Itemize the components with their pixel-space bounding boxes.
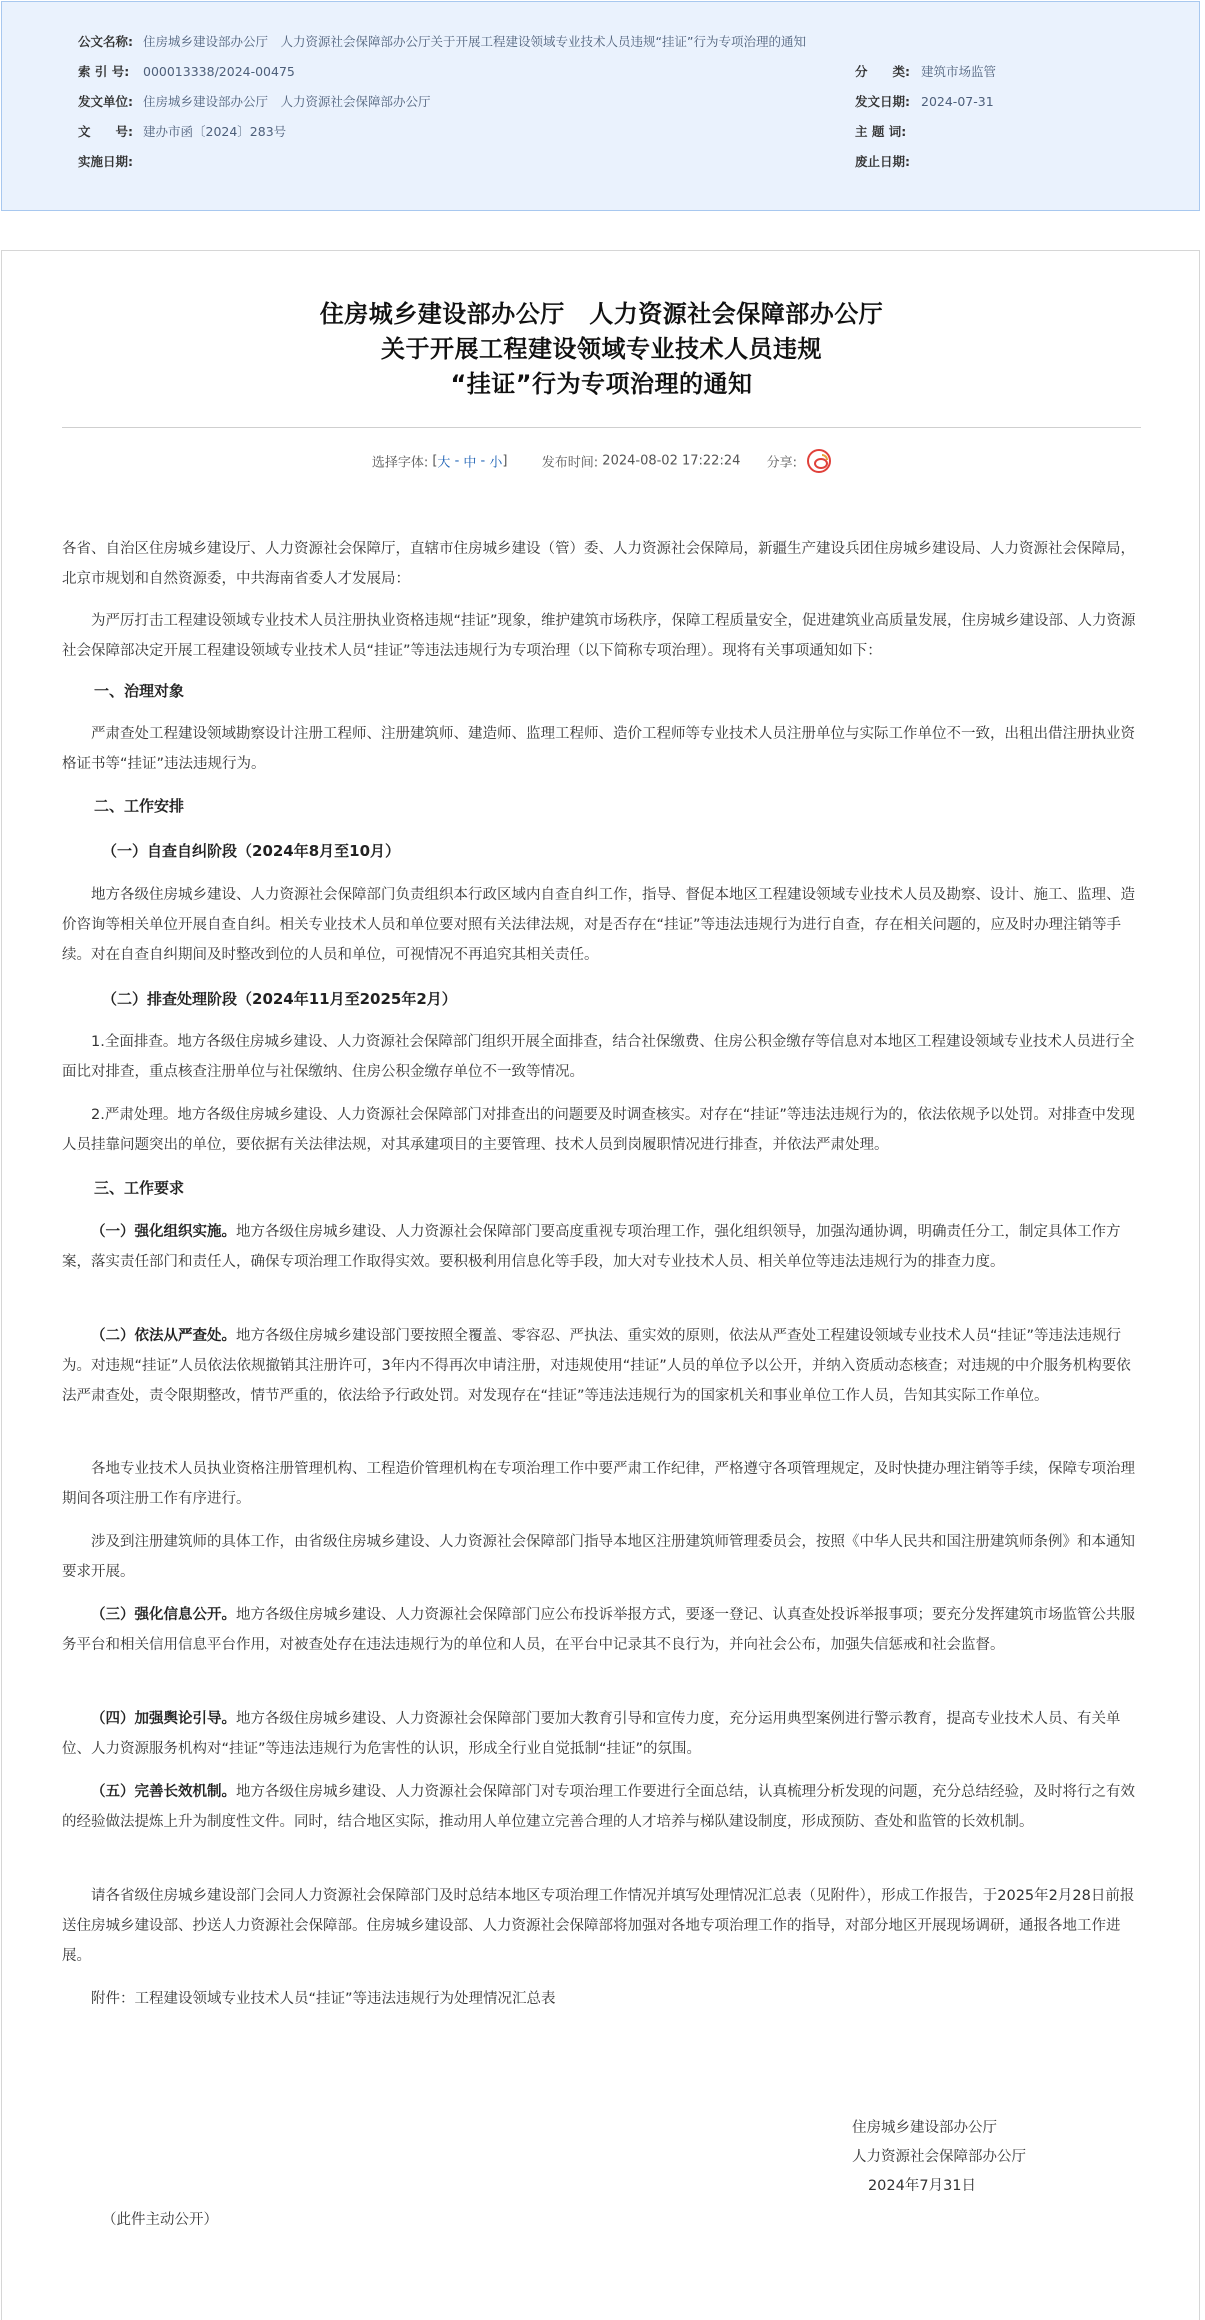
meta-category <box>855 62 996 82</box>
section-3-item-1-lead: （一）强化组织实施。 <box>91 1224 236 1240</box>
signature-issuer-1-text: 住房城乡建设部办公厅 <box>852 2120 997 2136</box>
section-3-item-5 <box>62 1777 1142 1837</box>
section-3-item-4-lead: （四）加强舆论引导。 <box>91 1711 236 1727</box>
document-metadata-panel <box>1 1 1200 211</box>
meta-index-value: 000013338/2024-00475 <box>143 64 295 79</box>
section-1-paragraph: 严肃查处工程建设领域勘察设计注册工程师、注册建筑师、建造师、监理工程师、造价工程师等专业技术人员注册单位与实际工作单位不一致，出租出借注册执业资格证书等“挂证”违法违规行为。 <box>62 726 1135 772</box>
section-3-item-4-text: 地方各级住房城乡建设、人力资源社会保障部门要加大教育引导和宣传力度，充分运用典型案例进行警示教育，提高专业技术人员、有关单位、人力资源服务机构对“挂证”等违法违规行为危害性的认识，形成全行业自觉抵制“挂证”的氛围。 <box>62 1711 1121 1757</box>
title-divider <box>62 427 1141 428</box>
section-3-item-2 <box>62 1321 1142 1411</box>
meta-doc-name-value: 住房城乡建设部办公厅 人力资源社会保障部办公厅关于开展工程建设领域专业技术人员违规“挂证”行为专项治理的通知 <box>143 34 806 49</box>
section-3-item-3-lead: （三）强化信息公开。 <box>91 1607 236 1623</box>
font-size-large-link[interactable]: 大 <box>437 455 451 471</box>
signature-date-text: 2024年7月31日 <box>867 2178 977 2194</box>
meta-effective-date <box>78 152 143 172</box>
section-3-item-4 <box>62 1704 1142 1764</box>
meta-keywords <box>855 122 921 142</box>
meta-doc-name <box>78 32 806 52</box>
public-disclosure-note: （此件主动公开） <box>102 2212 218 2228</box>
meta-abolish-date <box>855 152 921 172</box>
meta-keywords-label: 主 题 词: <box>855 124 907 139</box>
section-3-item-2-text: 地方各级住房城乡建设部门要按照全覆盖、零容忍、严执法、重实效的原则，依法从严查处工程建设领域专业技术人员“挂证”等违法违规行为。对违规“挂证”人员依法依规撤销其注册许可，3年内不得再次申请注册，对违规使用“挂证”人员的单位予以公开，并纳入资质动态核查；对违规的中介服务机构要依法严肃查处，责令限期整改，情节严重的，依法给予行政处罚。对发现存在“挂证”等违法违规行为的国家机关和事业单位工作人员，告知其实际工作单位。 <box>62 1328 1131 1404</box>
signature-issuer-2-text: 人力资源社会保障部办公厅 <box>852 2149 1026 2165</box>
attachment-line: 附件：工程建设领域专业技术人员“挂证”等违法违规行为处理情况汇总表 <box>91 1991 556 2007</box>
meta-abolish-date-label: 废止日期: <box>855 154 910 169</box>
font-size-separator: - <box>476 453 490 469</box>
publish-time-label: 发布时间: <box>541 455 599 471</box>
subsection-heading-2-1: （一）自查自纠阶段（2024年8月至10月） <box>102 842 401 860</box>
article-title-line-1: 住房城乡建设部办公厅 人力资源社会保障部办公厅 <box>319 300 884 328</box>
meta-issue-date-label: 发文日期: <box>855 94 910 109</box>
meta-issuer-value: 住房城乡建设部办公厅 人力资源社会保障部办公厅 <box>143 94 431 109</box>
font-size-small-link[interactable]: 小 <box>489 455 503 471</box>
meta-doc-number-label: 文 号: <box>78 124 133 139</box>
share-label: 分享: <box>766 455 798 471</box>
subsection-2-2-paragraph-b: 2.严肃处理。地方各级住房城乡建设、人力资源社会保障部门对排查出的问题要及时调查核实。对存在“挂证”等违法违规行为的，依法依规予以处罚。对排查中发现人员挂靠问题突出的单位，要依据有关法律法规，对其承建项目的主要管理、技术人员到岗履职情况进行排查，并依法严肃处理。 <box>62 1107 1135 1153</box>
meta-issuer <box>78 92 431 112</box>
closing-paragraph: 请各省级住房城乡建设部门会同人力资源社会保障部门及时总结本地区专项治理工作情况并填写处理情况汇总表（见附件），形成工作报告，于2025年2月28日前报送住房城乡建设部、抄送人力资源社会保障部。住房城乡建设部、人力资源社会保障部将加强对各地专项治理工作的指导，对部分地区开展现场调研，通报各地工作进展。 <box>62 1888 1135 1964</box>
intro-paragraph: 为严厉打击工程建设领域专业技术人员注册执业资格违规“挂证”现象，维护建筑市场秩序，保障工程质量安全，促进建筑业高质量发展，住房城乡建设部、人力资源社会保障部决定开展工程建设领域专业技术人员“挂证”等违法违规行为专项治理（以下简称专项治理）。现将有关事项通知如下： <box>62 613 1136 659</box>
section-3-item-3 <box>62 1600 1142 1660</box>
meta-category-value: 建筑市场监管 <box>921 64 997 79</box>
article-info-bar <box>2 449 1201 473</box>
font-size-label: 选择字体: <box>371 455 429 471</box>
article-body <box>1 250 1200 2320</box>
section-3-item-2-paragraph-b: 各地专业技术人员执业资格注册管理机构、工程造价管理机构在专项治理工作中要严肃工作纪律，严格遵守各项管理规定，及时快捷办理注销等手续，保障专项治理期间各项注册工作有序进行。 <box>62 1461 1135 1507</box>
font-size-close-bracket: ] <box>502 453 508 469</box>
meta-issue-date-value: 2024-07-31 <box>921 94 994 109</box>
article-title-line-2: 关于开展工程建设领域专业技术人员违规 <box>381 335 822 363</box>
subsection-2-1-paragraph: 地方各级住房城乡建设、人力资源社会保障部门负责组织本行政区域内自查自纠工作，指导、督促本地区工程建设领域专业技术人员及勘察、设计、施工、监理、造价咨询等相关单位开展自查自纠。相关专业技术人员和单位要对照有关法律法规，对是否存在“挂证”等违法违规行为进行自查，存在相关问题的，应及时办理注销等手续。对在自查自纠期间及时整改到位的人员和单位，可视情况不再追究其相关责任。 <box>62 887 1135 963</box>
section-3-item-5-text: 地方各级住房城乡建设、人力资源社会保障部门对专项治理工作要进行全面总结，认真梳理分析发现的问题，充分总结经验，及时将行之有效的经验做法提炼上升为制度性文件。同时，结合地区实际，推动用人单位建立完善合理的人才培养与梯队建设制度，形成预防、查处和监管的长效机制。 <box>62 1784 1135 1830</box>
font-size-separator: - <box>450 453 464 469</box>
meta-issuer-label: 发文单位: <box>78 94 133 109</box>
section-3-item-3-text: 地方各级住房城乡建设、人力资源社会保障部门应公布投诉举报方式，要逐一登记、认真查处投诉举报事项；要充分发挥建筑市场监管公共服务平台和相关信用信息平台作用，对被查处存在违法违规行为的单位和人员，在平台中记录其不良行为，并向社会公布，加强失信惩戒和社会监督。 <box>62 1607 1135 1653</box>
meta-index <box>78 62 295 82</box>
section-3-item-2-lead: （二）依法从严查处。 <box>91 1328 236 1344</box>
section-heading-2: 二、工作安排 <box>94 797 185 815</box>
signature-date <box>2 2172 1201 2200</box>
section-3-item-5-lead: （五）完善长效机制。 <box>91 1784 236 1800</box>
meta-doc-name-label: 公文名称: <box>78 34 133 49</box>
section-3-item-2-paragraph-c: 涉及到注册建筑师的具体工作，由省级住房城乡建设、人力资源社会保障部门指导本地区注册建筑师管理委员会，按照《中华人民共和国注册建筑师条例》和本通知要求开展。 <box>62 1534 1135 1580</box>
publish-time-value: 2024-08-02 17:22:24 <box>602 453 741 469</box>
section-heading-3: 三、工作要求 <box>94 1179 185 1197</box>
meta-issue-date <box>855 92 994 112</box>
signature-issuer-2 <box>2 2143 1201 2171</box>
subsection-heading-2-2: （二）排查处理阶段（2024年11月至2025年2月） <box>102 990 457 1008</box>
section-3-item-1-text: 地方各级住房城乡建设、人力资源社会保障部门要高度重视专项治理工作，强化组织领导，加强沟通协调，明确责任分工，制定具体工作方案，落实责任部门和责任人，确保专项治理工作取得实效。要积极利用信息化等手段，加大对专业技术人员、相关单位等违法违规行为的排查力度。 <box>62 1224 1121 1270</box>
subsection-2-2-paragraph-a: 1.全面排查。地方各级住房城乡建设、人力资源社会保障部门组织开展全面排查，结合社保缴费、住房公积金缴存等信息对本地区工程建设领域专业技术人员进行全面比对排查，重点核查注册单位与社保缴纳、住房公积金缴存单位不一致等情况。 <box>62 1034 1135 1080</box>
meta-effective-date-label: 实施日期: <box>78 154 133 169</box>
meta-category-label: 分 类: <box>855 64 910 79</box>
font-size-medium-link[interactable]: 中 <box>463 455 477 471</box>
meta-doc-number-value: 建办市函〔2024〕283号 <box>143 124 287 139</box>
article-title-line-3: “挂证”行为专项治理的通知 <box>450 370 753 398</box>
weibo-icon[interactable] <box>807 449 831 473</box>
meta-doc-number <box>78 122 286 142</box>
section-heading-1: 一、治理对象 <box>94 682 185 700</box>
addressees-paragraph: 各省、自治区住房城乡建设厅、人力资源社会保障厅，直辖市住房城乡建设（管）委、人力资源社会保障局，新疆生产建设兵团住房城乡建设局、人力资源社会保障局，北京市规划和自然资源委，中共海南省委人才发展局： <box>62 541 1135 587</box>
meta-index-label: 索 引 号: <box>78 64 130 79</box>
section-3-item-1 <box>62 1217 1142 1277</box>
signature-issuer-1 <box>2 2114 1201 2142</box>
font-size-open-bracket: [ <box>432 453 438 469</box>
